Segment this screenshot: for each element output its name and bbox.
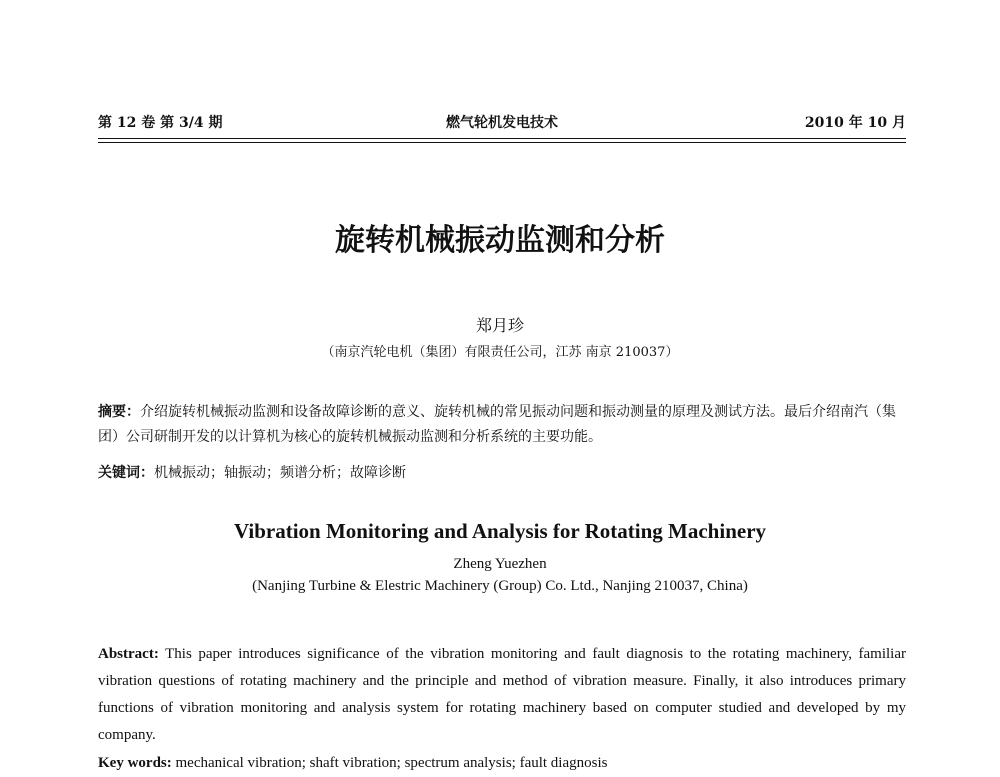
english-keywords-text: mechanical vibration; shaft vibration; spectrum analysis; fault diagnosis xyxy=(175,755,608,771)
chinese-abstract xyxy=(98,400,910,450)
english-title: Vibration Monitoring and Analysis for Rotating Machinery xyxy=(233,519,767,543)
header-rule-thin xyxy=(98,142,906,143)
journal-name: 燃气轮机发电技术 xyxy=(446,115,558,131)
chinese-author: 郑月珍 xyxy=(475,316,524,335)
running-header xyxy=(98,112,906,134)
english-abstract-text: This paper introduces significance of the vibration monitoring and fault diagnosis to the rotating machinery, familiar vibration questions of rotating machinery and the principle and method of vibration measure. Finally, it also introduces primary functions of vibration monitoring and analysis system for rotating machinery based on computer studied and developed by my company. xyxy=(98,646,906,743)
english-author: Zheng Yuezhen xyxy=(453,556,547,572)
volume-issue: 第 12 卷 第 3/4 期 xyxy=(98,115,223,131)
english-affiliation: (Nanjing Turbine & Elestric Machinery (Group) Co. Ltd., Nanjing 210037, China) xyxy=(252,578,748,594)
chinese-title: 旋转机械振动监测和分析 xyxy=(335,223,665,258)
chinese-keywords xyxy=(98,461,910,485)
chinese-keywords-label: 关键词： xyxy=(98,465,154,481)
chinese-abstract-text: 介绍旋转机械振动监测和设备故障诊断的意义、旋转机械的常见振动问题和振动测量的原理及测试方法。最后介绍南汽（集团）公司研制开发的以计算机为核心的旋转机械振动监测和分析系统的主要功能。 xyxy=(98,404,896,445)
chinese-keywords-text: 机械振动；轴振动；频谱分析；故障诊断 xyxy=(154,465,406,481)
chinese-abstract-label: 摘要： xyxy=(98,404,140,420)
english-keywords-label: Key words: xyxy=(98,755,172,771)
header-rule-thick xyxy=(98,138,906,139)
issue-date: 2010 年 10 月 xyxy=(804,115,906,131)
chinese-affiliation: （南京汽轮电机（集团）有限责任公司，江苏 南京 210037） xyxy=(321,345,679,360)
english-keywords xyxy=(98,750,906,771)
english-abstract-label: Abstract: xyxy=(98,646,159,662)
english-abstract xyxy=(98,641,906,749)
